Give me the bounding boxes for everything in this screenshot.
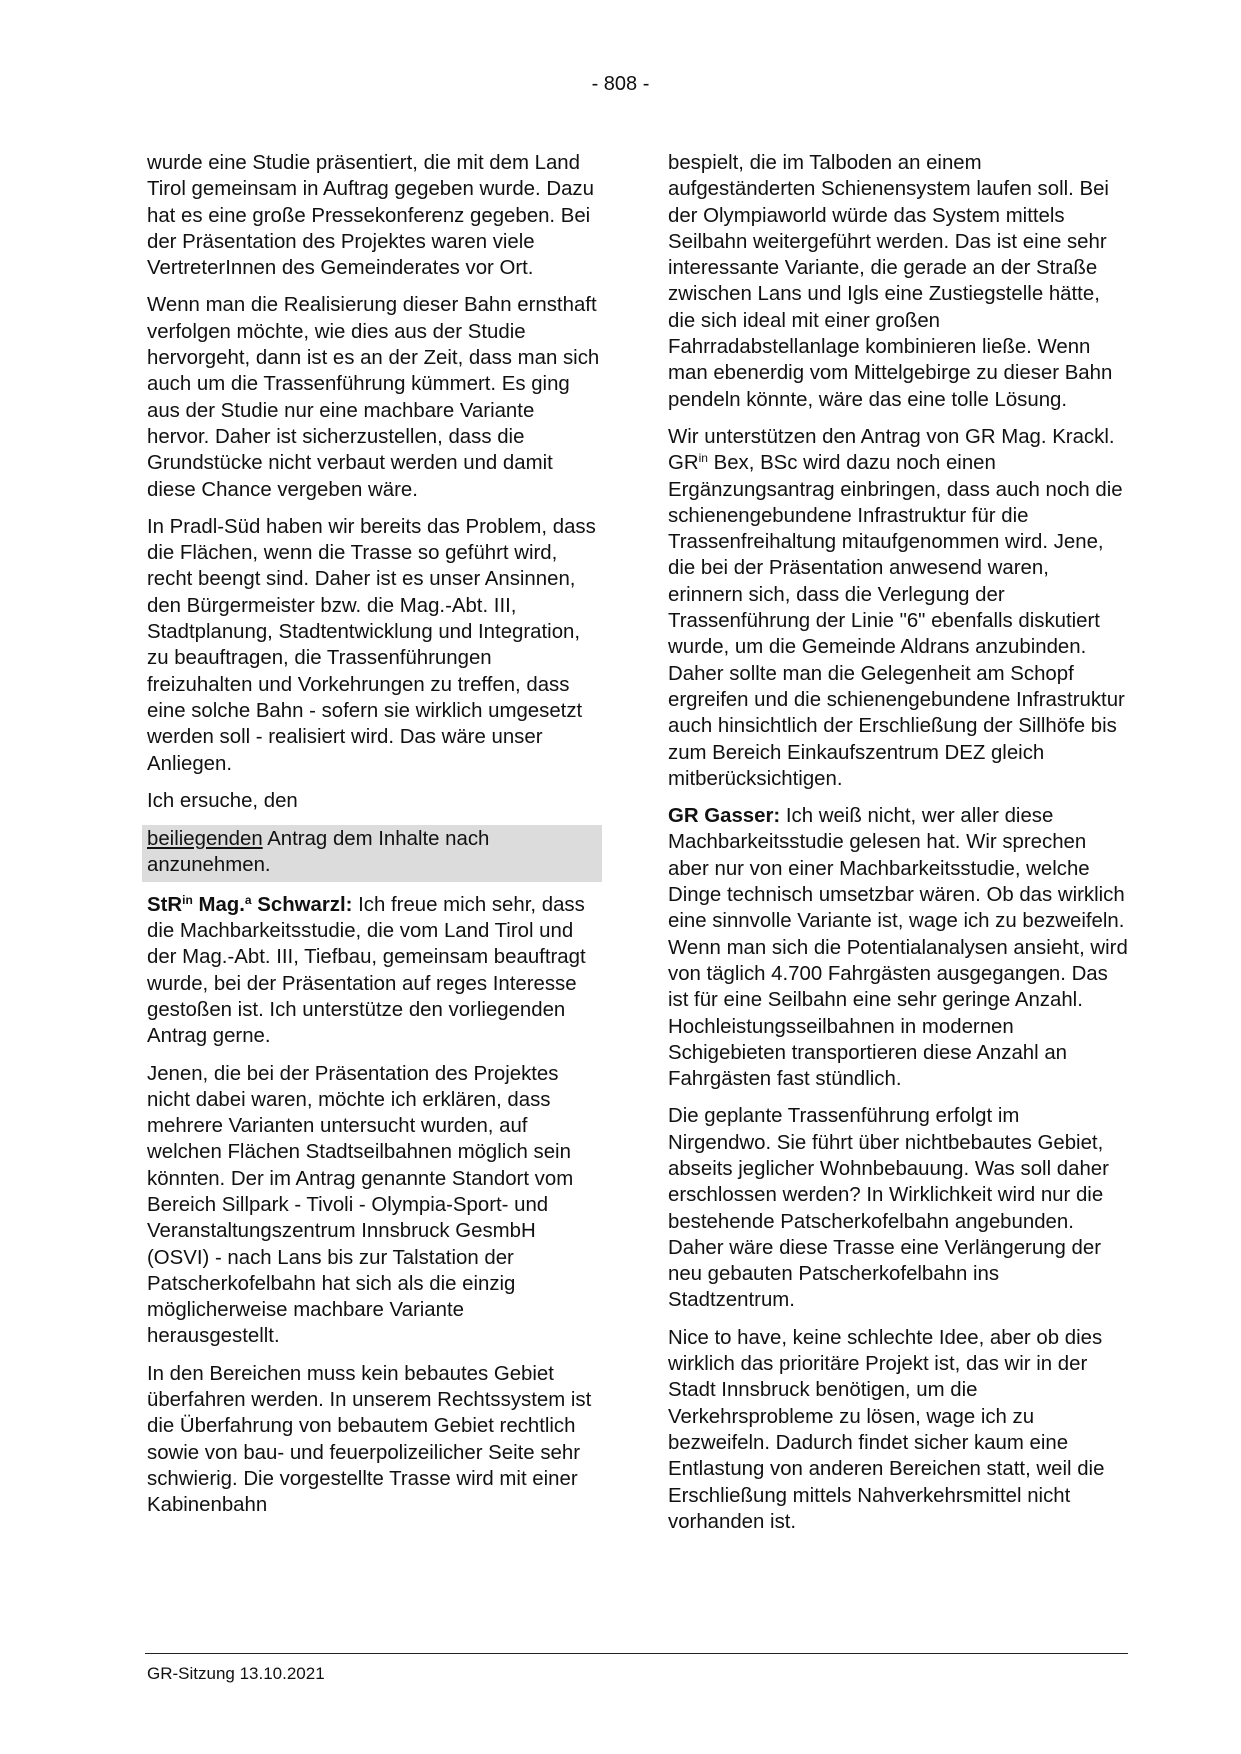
motion-text: Antrag dem Inhalte nach anzunehmen. bbox=[147, 828, 490, 877]
footer-divider bbox=[145, 1653, 1128, 1654]
paragraph: In Pradl-Süd haben wir bereits das Problem, dass die Flächen, wenn die Trasse so geführt wird, recht beengt sind. Daher ist es unser Ansinnen, den Bürgermeister bzw. die Mag.-Abt. III, Stadtplanung, Stadtentwicklung und Integration, zu beauftragen, die Trassenführungen freizuhalten und Vorkehrungen zu treffen, dass eine solche Bahn - sofern sie wirklich umgesetzt werden soll - realisiert wird. Das wäre unser Anliegen. bbox=[147, 515, 596, 775]
page-number: - 808 - bbox=[591, 73, 650, 95]
right-column bbox=[668, 150, 1128, 1546]
paragraph: Nice to have, keine schlechte Idee, aber ob dies wirklich das prioritäre Projekt ist, das wir in der Stadt Innsbruck benötigen, um die Verkehrsprobleme zu lösen, wage ich zu bezweifeln. Dadurch findet sicher kaum eine Entlastung von anderen Bereichen statt, weil die Erschließung mittels Nahverkehrsmittel nicht vorhanden ist. bbox=[668, 1326, 1105, 1533]
speaker-name: StR$^{in}$ Mag.$^a$ Schwarzl: bbox=[147, 892, 353, 916]
paragraph: Jenen, die bei der Präsentation des Projektes nicht dabei waren, möchte ich erklären, dass mehrere Varianten untersucht wurden, auf welchen Flächen Stadtseilbahnen möglich sein könnten. Der im Antrag genannte Standort vom Bereich Sillpark - Tivoli - Olympia-Sport- und Veranstaltungszentrum Innsbruck GesmbH (OSVI) - nach Lans bis zur Talstation der Patscherkofelbahn hat sich als die einzig möglicherweise machbare Variante herausgestellt. bbox=[147, 1062, 574, 1348]
paragraph: wurde eine Studie präsentiert, die mit dem Land Tirol gemeinsam in Auftrag gegeben wurde. Dazu hat es eine große Pressekonferenz gegeben. Bei der Präsentation des Projektes waren viele VertreterInnen des Gemeinderates vor Ort. bbox=[147, 152, 594, 280]
paragraph bbox=[668, 803, 1128, 1092]
left-column bbox=[147, 150, 602, 1530]
speech-text: Ich weiß nicht, wer aller diese Machbarkeitsstudie gelesen hat. Wir sprechen aber nur von einer Machbarkeitsstudie, welche Dinge technisch umsetzbar wären. Ob das wirklich eine sinnvolle Variante ist, wage ich zu bezweifeln. Wenn man sich die Potentialanalysen ansieht, wird von täglich 4.700 Fahrgästen ausgegangen. Das ist für eine Seilbahn eine sehr geringe Anzahl. Hochleistungsseilbahnen in modernen Schigebieten transportieren diese Anzahl an Fahrgästen fast stündlich. bbox=[668, 805, 1128, 1091]
paragraph: Wir unterstützen den Antrag von GR Mag. Krackl. $GR^{in}$ Bex, BSc wird dazu noch einen Ergänzungsantrag einbringen, dass auch noch die schienengebundene Infrastruktur für die Trassenfreihaltung mitaufgenommen wird. Jene, die bei der Präsentation anwesend waren, erinnern sich, dass die Verlegung der Trassenführung der Linie "6" ebenfalls diskutiert wurde, um die Gemeinde Aldrans anzubinden. Daher sollte man die Gelegenheit am Schopf ergreifen und die schienengebundene Infrastruktur auch hinsichtlich der Erschließung der Sillhöfe bis zum Bereich Einkaufszentrum DEZ gleich mitberücksichtigen. bbox=[668, 425, 1125, 790]
paragraph: Wenn man die Realisierung dieser Bahn ernsthaft verfolgen möchte, wie dies aus der Studie hervorgeht, dann ist es an der Zeit, dass man sich auch um die Trassenführung kümmert. Es ging aus der Studie nur eine machbare Variante hervor. Daher ist sicherzustellen, dass die Grundstücke nicht verbaut werden und damit diese Chance vergeben wäre. bbox=[147, 294, 600, 501]
motion-underlined-word: beiliegenden bbox=[147, 828, 263, 851]
speech-text: Ich freue mich sehr, dass die Machbarkeitsstudie, die vom Land Tirol und der Mag.-Abt. III, Tiefbau, gemeinsam beauftragt wurde, bei der Präsentation auf reges Interesse gestoßen ist. Ich unterstütze den vorliegenden Antrag gerne. bbox=[147, 893, 586, 1048]
paragraph: In den Bereichen muss kein bebautes Gebiet überfahren werden. In unserem Rechtssystem ist die Überfahrung von bebautem Gebiet rechtlich sowie von bau- und feuerpolizeilicher Seite sehr schwierig. Die vorgestellte Trasse wird mit einer Kabinenbahn bbox=[147, 1362, 592, 1517]
paragraph bbox=[147, 892, 602, 1050]
motion-highlight bbox=[142, 825, 602, 882]
paragraph: Die geplante Trassenführung erfolgt im Nirgendwo. Sie führt über nichtbebautes Gebiet, abseits jeglicher Wohnbebauung. Was soll daher erschlossen werden? In Wirklichkeit wird nur die bestehende Patscherkofelbahn angebunden. Daher wäre diese Trasse eine Verlängerung der neu gebauten Patscherkofelbahn ins Stadtzentrum. bbox=[668, 1105, 1109, 1312]
paragraph: Ich ersuche, den bbox=[147, 789, 298, 812]
footer-session-date: GR-Sitzung 13.10.2021 bbox=[147, 1664, 325, 1683]
speaker-name: GR Gasser: bbox=[668, 805, 781, 828]
paragraph: bespielt, die im Talboden an einem aufgeständerten Schienensystem laufen soll. Bei der Olympiaworld würde das System mittels Seilbahn weitergeführt werden. Das ist eine sehr interessante Variante, die gerade an der Straße zwischen Lans und Igls eine Zustiegstelle hätte, die sich ideal mit einer großen Fahrradabstellanlage kombinieren ließe. Wenn man ebenerdig vom Mittelgebirge zu dieser Bahn pendeln könnte, wäre das eine tolle Lösung. bbox=[668, 152, 1113, 411]
